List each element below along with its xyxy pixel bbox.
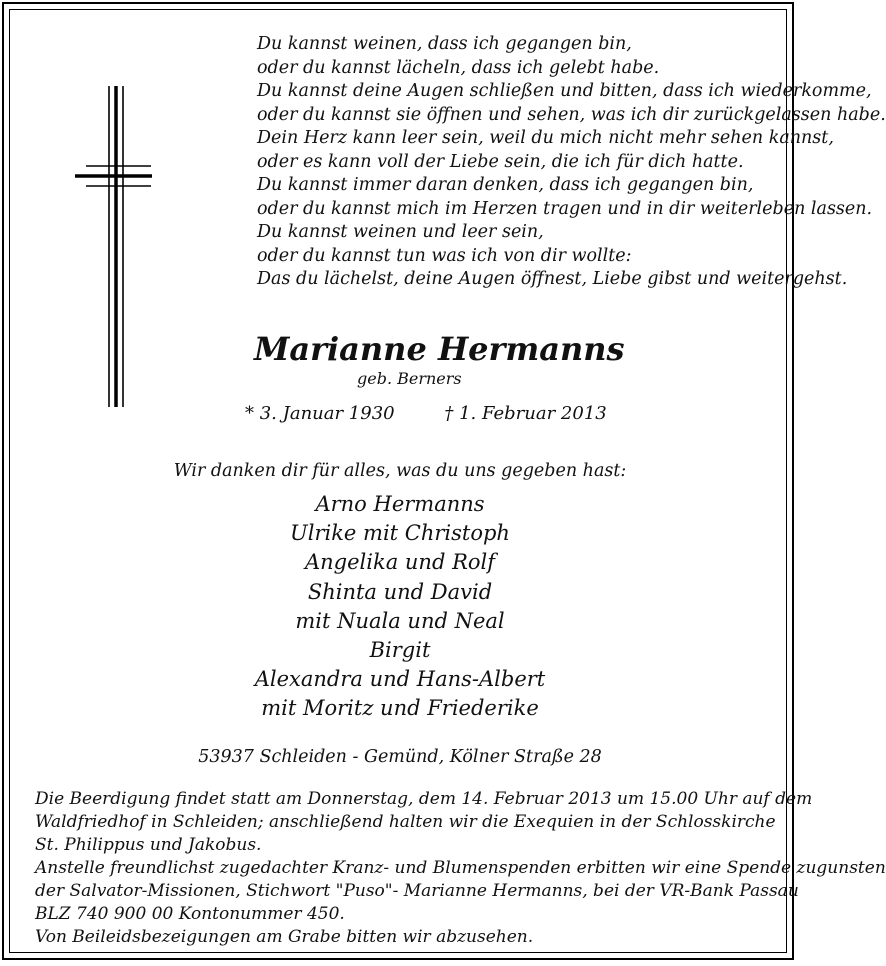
poem-line: Du kannst weinen, dass ich gegangen bin, (257, 34, 632, 54)
birth-date: * 3. Januar 1930 (245, 403, 395, 424)
family-member: Alexandra und Hans-Albert (254, 667, 546, 692)
notice-line: Anstelle freundlichst zugedachter Kranz- und Blumenspenden erbitten wir eine Spende zugunsten (35, 858, 886, 878)
family-member: Angelika und Rolf (304, 550, 496, 575)
family-list (0, 490, 800, 724)
death-date: † 1. Februar 2013 (444, 403, 607, 424)
notice-line: Waldfriedhof in Schleiden; anschließend halten wir die Exequien in der Schlosskirche (35, 812, 776, 832)
notice-line: St. Philippus und Jakobus. (35, 835, 262, 855)
birth-name: geb. Berners (357, 369, 462, 388)
poem-line: oder du kannst mich im Herzen tragen und in dir weiterleben lassen. (257, 198, 873, 219)
address: 53937 Schleiden - Gemünd, Kölner Straße 28 (198, 747, 602, 767)
family-member: mit Moritz und Friederike (261, 696, 539, 721)
poem-line: oder du kannst lächeln, dass ich gelebt habe. (257, 57, 660, 78)
poem-line: oder du kannst tun was ich von dir wollte: (257, 245, 632, 266)
poem-line: oder es kann voll der Liebe sein, die ich für dich hatte. (257, 151, 744, 172)
notice-line: der Salvator-Missionen, Stichwort "Puso"- Marianne Hermanns, bei der VR-Bank Passau (35, 881, 799, 901)
poem-line: oder du kannst sie öffnen und sehen, was ich dir zurückgelassen habe. (257, 104, 886, 125)
poem-line: Dein Herz kann leer sein, weil du mich nicht mehr sehen kannst, (257, 128, 834, 148)
notice-line: Von Beileidsbezeigungen am Grabe bitten wir abzusehen. (35, 927, 534, 947)
notice-line: Die Beerdigung findet statt am Donnerstag, dem 14. Februar 2013 um 15.00 Uhr auf dem (35, 789, 813, 809)
poem-line: Du kannst immer daran denken, dass ich gegangen bin, (257, 175, 754, 195)
family-member: Birgit (369, 638, 431, 663)
poem-line: Du kannst weinen und leer sein, (257, 222, 544, 242)
family-member: Shinta und David (307, 579, 493, 604)
poem-line: Du kannst deine Augen schließen und bitten, dass ich wiederkomme, (257, 81, 872, 101)
thanks-line: Wir danken dir für alles, was du uns gegeben hast: (173, 461, 627, 481)
deceased-name: Marianne Hermanns (254, 330, 625, 368)
poem (257, 33, 886, 292)
family-member: mit Nuala und Neal (295, 608, 505, 633)
poem-line: Das du lächelst, deine Augen öffnest, Liebe gibst und weitergehst. (257, 269, 848, 289)
funeral-notice (35, 788, 886, 949)
family-member: Ulrike mit Christoph (290, 521, 510, 546)
life-dates (245, 403, 607, 424)
notice-line: BLZ 740 900 00 Kontonummer 450. (35, 904, 345, 924)
family-member: Arno Hermanns (315, 492, 485, 516)
